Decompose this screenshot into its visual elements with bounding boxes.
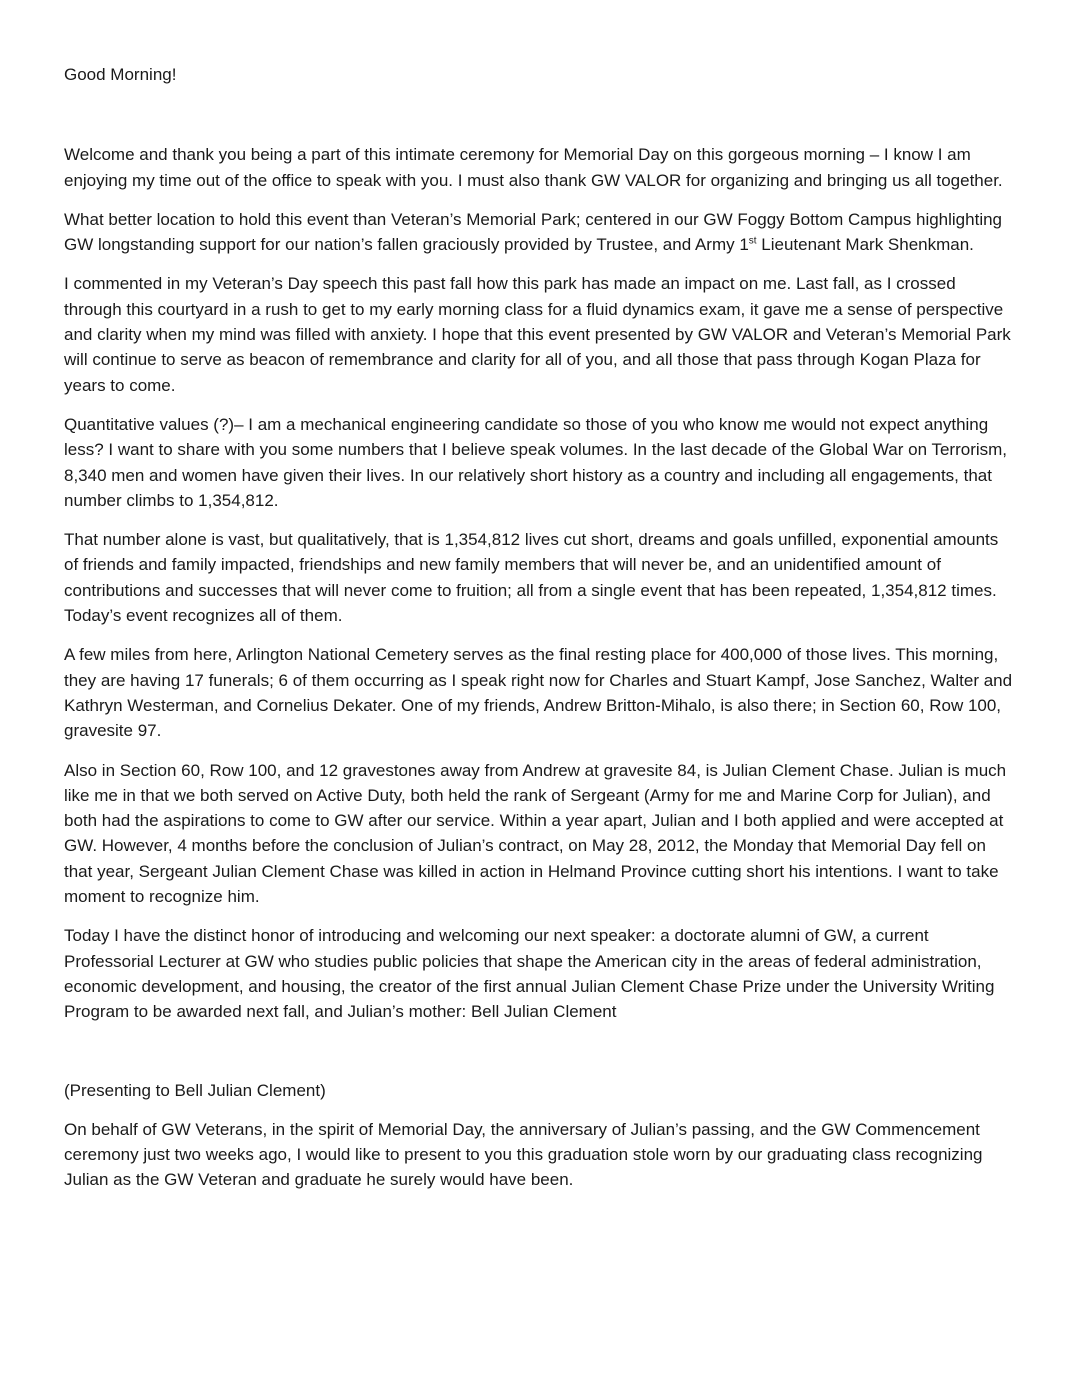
speech-document xyxy=(64,62,1014,1207)
paragraph-julian: Also in Section 60, Row 100, and 12 gravestones away from Andrew at gravesite 84, is Julian Clement Chase. Julian is much like me in that we both served on Active Duty, both held the rank of Sergeant (Army for me and Marine Corp for Julian), and both had the aspirations to come to GW after our service. Within a year apart, Julian and I both applied and were accepted at GW. However, 4 months before the conclusion of Julian’s contract, on May 28, 2012, the Monday that Memorial Day fell on that year, Sergeant Julian Clement Chase was killed in action in Helmand Province cutting short his intentions. I want to take moment to recognize him. xyxy=(64,760,1007,907)
paragraph-introduction: Today I have the distinct honor of introducing and welcoming our next speaker: a doctorate alumni of GW, a current Professorial Lecturer at GW who studies public policies that shape the American city in the areas of federal administration, economic development, and housing, the creator of the first annual Julian Clement Chase Prize under the University Writing Program to be awarded next fall, and Julian’s mother: Bell Julian Clement xyxy=(64,926,995,1022)
paragraph-veterans-day: I commented in my Veteran’s Day speech this past fall how this park has made an impact on me. Last fall, as I crossed through this courtyard in a rush to get to my early morning class for a fluid dynamics exam, it gave me a sense of perspective and clarity when my mind was filled with anxiety. I hope that this event presented by GW VALOR and Veteran’s Memorial Park will continue to serve as beacon of remembrance and clarity for all of you, and all those that pass through Kogan Plaza for years to come. xyxy=(64,274,1011,395)
greeting-line: Good Morning! xyxy=(64,65,177,84)
paragraph-quantitative: Quantitative values (?)– I am a mechanical engineering candidate so those of you who know me would not expect anything less? I want to share with you some numbers that I believe speak volumes. In the last decade of the Global War on Terrorism, 8,340 men and women have given their lives. In our relatively short history as a country and including all engagements, that number climbs to 1,354,812. xyxy=(64,414,1008,510)
paragraph-welcome: Welcome and thank you being a part of this intimate ceremony for Memorial Day on this gorgeous morning – I know I am enjoying my time out of the office to speak with you. I must also thank GW VALOR for organizing and bringing us all together. xyxy=(64,145,1003,190)
paragraph-location xyxy=(64,207,1014,258)
ordinal-superscript: st xyxy=(748,235,757,247)
paragraph-location-text: What better location to hold this event than Veteran’s Memorial Park; centered in our GW Foggy Bottom Campus highlighting GW longstanding support for our nation’s fallen graciously provided by Trustee, and Army 1 xyxy=(64,209,1003,255)
paragraph-qualitative: That number alone is vast, but qualitatively, that is 1,354,812 lives cut short, dreams and goals unfilled, exponential amounts of friends and family impacted, friendships and new family members that will never be, and an unidentified amount of contributions and successes that will never come to fruition; all from a single event that has been repeated, 1,354,812 times. Today’s event recognizes all of them. xyxy=(64,530,999,626)
paragraph-presenting: (Presenting to Bell Julian Clement) xyxy=(64,1080,326,1100)
paragraph-location-text-end: Lieutenant Mark Shenkman. xyxy=(756,235,974,255)
paragraph-arlington: A few miles from here, Arlington National Cemetery serves as the final resting place for 400,000 of those lives. This morning, they are having 17 funerals; 6 of them occurring as I speak right now for Charles and Stuart Kampf, Jose Sanchez, Walter and Kathryn Westerman, and Cornelius Dekater. One of my friends, Andrew Britton-Mihalo, is also there; in Section 60, Row 100, gravesite 97. xyxy=(64,645,1013,741)
paragraph-stole: On behalf of GW Veterans, in the spirit of Memorial Day, the anniversary of Julian’s passing, and the GW Commencement ceremony just two weeks ago, I would like to present to you this graduation stole worn by our graduating class recognizing Julian as the GW Veteran and graduate he surely would have been. xyxy=(64,1119,983,1190)
